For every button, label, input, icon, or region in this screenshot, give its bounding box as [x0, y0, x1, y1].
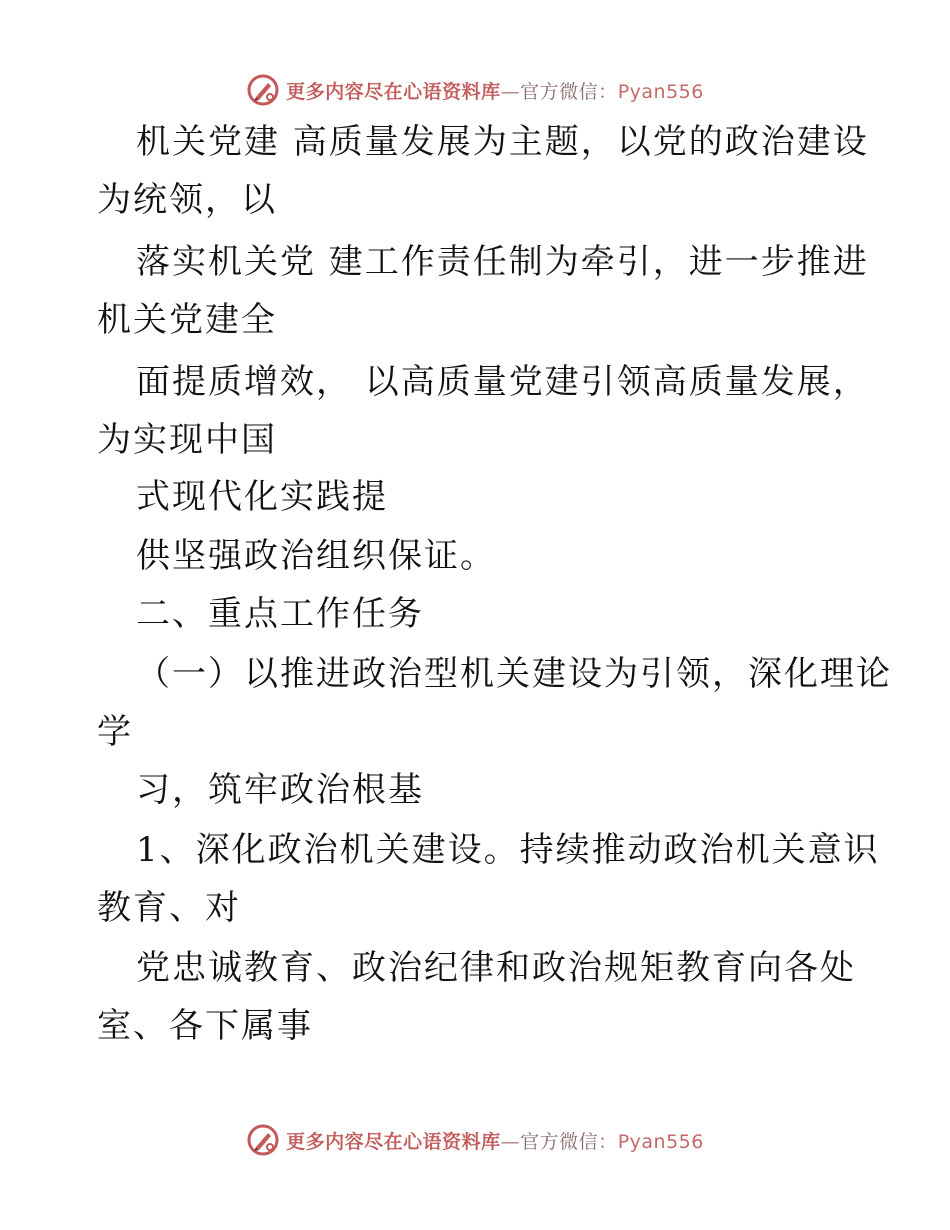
text-line: 为统领，以	[97, 180, 277, 220]
text-line: 落实机关党 建工作责任制为牵引，进一步推进	[136, 242, 869, 282]
text-line: 式现代化实践提	[136, 477, 388, 517]
header-watermark	[0, 70, 950, 110]
text-line: 机关党建 高质量发展为主题，以党的政治建设	[136, 122, 869, 162]
watermark-text	[286, 1127, 704, 1154]
text-line: 教育、对	[97, 888, 241, 928]
text-line: 党忠诚教育、政治纪律和政治规矩教育向各处	[136, 948, 856, 988]
watermark-text	[286, 77, 704, 104]
watermark-id: Pyan556	[617, 80, 704, 103]
text-line: 供坚强政治组织保证。	[136, 536, 496, 576]
text-line: 学	[97, 712, 133, 752]
pen-logo-icon	[246, 1123, 280, 1157]
watermark-separator: —	[500, 1130, 521, 1153]
watermark-label: 官方微信：	[520, 1130, 618, 1153]
watermark-separator: —	[500, 80, 521, 103]
text-line: 1、深化政治机关建设。持续推动政治机关意识	[136, 830, 880, 870]
text-line: 习，筑牢政治根基	[136, 770, 424, 810]
watermark-id: Pyan556	[617, 1130, 704, 1153]
text-line: 面提质增效， 以高质量党建引领高质量发展，	[136, 362, 869, 402]
text-line: 机关党建全	[97, 300, 277, 340]
watermark-main: 更多内容尽在心语资料库	[286, 1130, 501, 1153]
text-line: 为实现中国	[97, 420, 277, 460]
subsection-heading: （一）以推进政治型机关建设为引领，深化理论	[136, 654, 892, 694]
watermark-label: 官方微信：	[520, 80, 618, 103]
footer-watermark	[0, 1120, 950, 1160]
pen-logo-icon	[246, 73, 280, 107]
text-line: 室、各下属事	[97, 1006, 313, 1046]
watermark-main: 更多内容尽在心语资料库	[286, 80, 501, 103]
section-heading: 二、重点工作任务	[136, 594, 424, 634]
